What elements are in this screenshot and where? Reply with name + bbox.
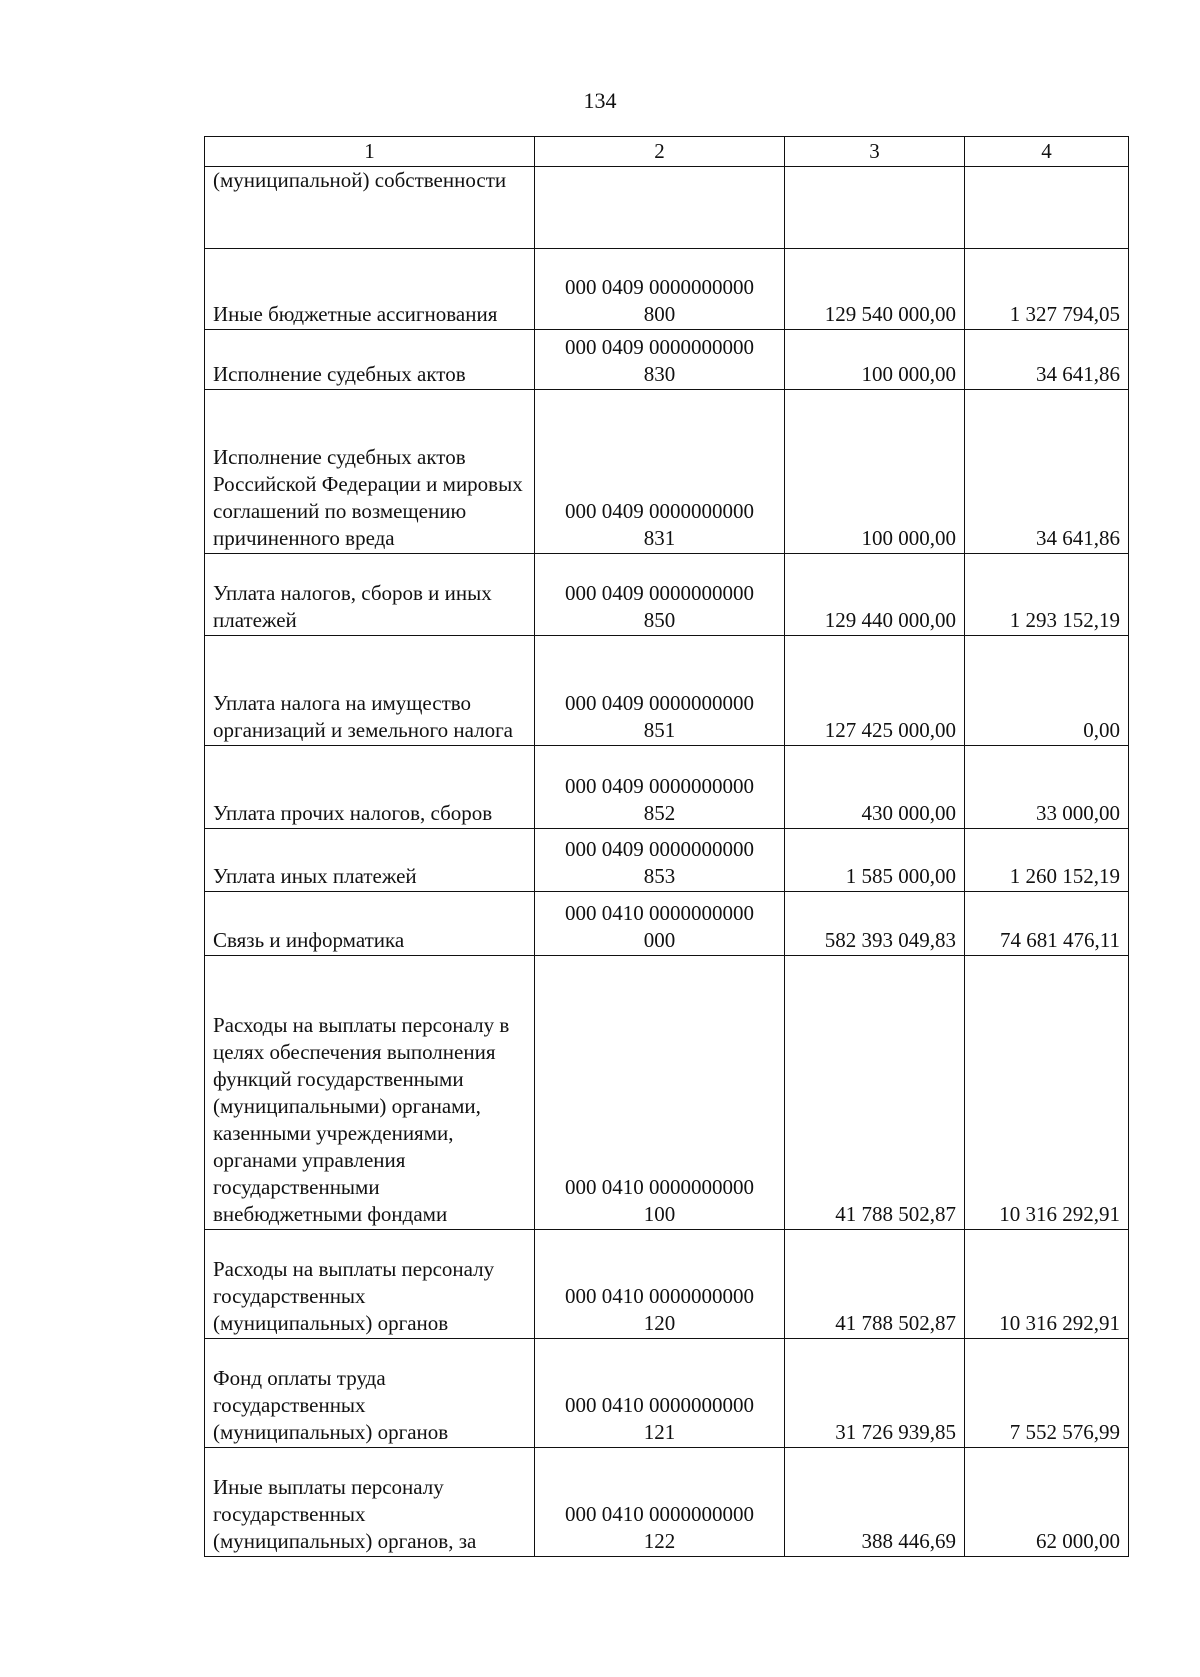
row-code-main: 000 0409 0000000000 — [565, 691, 754, 715]
row-plan-value: 127 425 000,00 — [785, 636, 965, 746]
row-code-main: 000 0409 0000000000 — [565, 335, 754, 359]
row-code — [535, 956, 785, 1230]
row-actual-value: 10 316 292,91 — [965, 956, 1129, 1230]
row-name: Исполнение судебных актов Российской Федерации и мировых соглашений по возмещению причиненного вреда — [205, 390, 535, 554]
table-row — [205, 1339, 1129, 1448]
row-code-kind: 100 — [643, 1202, 676, 1226]
row-code-main: 000 0410 0000000000 — [565, 1502, 754, 1526]
row-code-main: 000 0410 0000000000 — [565, 1175, 754, 1199]
row-code-main: 000 0409 0000000000 — [565, 581, 754, 605]
row-code-kind: 120 — [643, 1311, 676, 1335]
table-row — [205, 167, 1129, 249]
row-code-kind: 121 — [643, 1420, 676, 1444]
row-code-main: 000 0409 0000000000 — [565, 499, 754, 523]
row-name: Фонд оплаты труда государственных (муниципальных) органов — [205, 1339, 535, 1448]
row-actual-value: 1 327 794,05 — [965, 249, 1129, 330]
row-plan-value: 31 726 939,85 — [785, 1339, 965, 1448]
row-code-kind: 850 — [643, 608, 676, 632]
row-actual-value: 62 000,00 — [965, 1448, 1129, 1557]
row-actual-value: 10 316 292,91 — [965, 1230, 1129, 1339]
row-name: (муниципальной) собственности — [205, 167, 535, 249]
table-row — [205, 554, 1129, 636]
table-row — [205, 1230, 1129, 1339]
row-code-main: 000 0409 0000000000 — [565, 837, 754, 861]
row-name: Исполнение судебных актов — [205, 330, 535, 390]
row-code — [535, 892, 785, 956]
row-code — [535, 390, 785, 554]
row-actual-value: 34 641,86 — [965, 390, 1129, 554]
table-row — [205, 892, 1129, 956]
row-name: Иные бюджетные ассигнования — [205, 249, 535, 330]
row-code — [535, 829, 785, 892]
row-code — [535, 1230, 785, 1339]
column-header-4: 4 — [965, 137, 1129, 167]
page-number: 134 — [583, 88, 617, 113]
row-code-kind: 853 — [643, 864, 676, 888]
table-row — [205, 1448, 1129, 1557]
column-header-2: 2 — [535, 137, 785, 167]
row-name: Уплата прочих налогов, сборов — [205, 746, 535, 829]
row-code-kind: 852 — [643, 801, 676, 825]
row-actual-value: 7 552 576,99 — [965, 1339, 1129, 1448]
row-code — [535, 1339, 785, 1448]
row-plan-value: 129 440 000,00 — [785, 554, 965, 636]
table-row — [205, 636, 1129, 746]
row-code-main: 000 0409 0000000000 — [565, 774, 754, 798]
row-code — [535, 554, 785, 636]
row-name: Уплата налога на имущество организаций и земельного налога — [205, 636, 535, 746]
row-plan-value: 129 540 000,00 — [785, 249, 965, 330]
table-row — [205, 829, 1129, 892]
table-row — [205, 330, 1129, 390]
row-plan-value: 1 585 000,00 — [785, 829, 965, 892]
row-plan-value: 100 000,00 — [785, 390, 965, 554]
row-code-kind: 122 — [643, 1529, 676, 1553]
row-plan-value: 41 788 502,87 — [785, 1230, 965, 1339]
table-row — [205, 956, 1129, 1230]
row-code-main: 000 0410 0000000000 — [565, 1393, 754, 1417]
column-header-3: 3 — [785, 137, 965, 167]
row-code-kind: 851 — [643, 718, 676, 742]
table-row — [205, 746, 1129, 829]
row-code-main: 000 0410 0000000000 — [565, 1284, 754, 1308]
row-actual-value: 33 000,00 — [965, 746, 1129, 829]
row-code — [535, 636, 785, 746]
row-actual-value: 1 293 152,19 — [965, 554, 1129, 636]
row-name: Связь и информатика — [205, 892, 535, 956]
row-plan-value: 430 000,00 — [785, 746, 965, 829]
row-actual-value: 74 681 476,11 — [965, 892, 1129, 956]
row-name: Иные выплаты персоналу государственных (муниципальных) органов, за — [205, 1448, 535, 1557]
row-code-kind: 831 — [643, 526, 676, 550]
row-code-main: 000 0409 0000000000 — [565, 275, 754, 299]
row-actual-value: 1 260 152,19 — [965, 829, 1129, 892]
row-code — [535, 167, 785, 249]
row-name: Уплата налогов, сборов и иных платежей — [205, 554, 535, 636]
budget-table — [204, 136, 1129, 1557]
table-row — [205, 390, 1129, 554]
row-code-kind: 800 — [643, 302, 676, 326]
row-code — [535, 746, 785, 829]
table-row — [205, 249, 1129, 330]
row-code — [535, 330, 785, 390]
row-plan-value: 100 000,00 — [785, 330, 965, 390]
row-code — [535, 1448, 785, 1557]
row-code-kind: 830 — [643, 362, 676, 386]
row-actual-value: 34 641,86 — [965, 330, 1129, 390]
row-name: Расходы на выплаты персоналу в целях обеспечения выполнения функций государственными (муниципальными) органами, казенными учреждениями, органами управления государственными внебюджетными фондами — [205, 956, 535, 1230]
row-plan-value — [785, 167, 965, 249]
header-row — [205, 137, 1129, 167]
row-name: Расходы на выплаты персоналу государственных (муниципальных) органов — [205, 1230, 535, 1339]
row-plan-value: 388 446,69 — [785, 1448, 965, 1557]
row-plan-value: 41 788 502,87 — [785, 956, 965, 1230]
column-header-1: 1 — [205, 137, 535, 167]
row-code — [535, 249, 785, 330]
row-name: Уплата иных платежей — [205, 829, 535, 892]
row-code-kind: 000 — [643, 928, 676, 952]
row-plan-value: 582 393 049,83 — [785, 892, 965, 956]
row-actual-value: 0,00 — [965, 636, 1129, 746]
row-code-main: 000 0410 0000000000 — [565, 901, 754, 925]
row-actual-value — [965, 167, 1129, 249]
